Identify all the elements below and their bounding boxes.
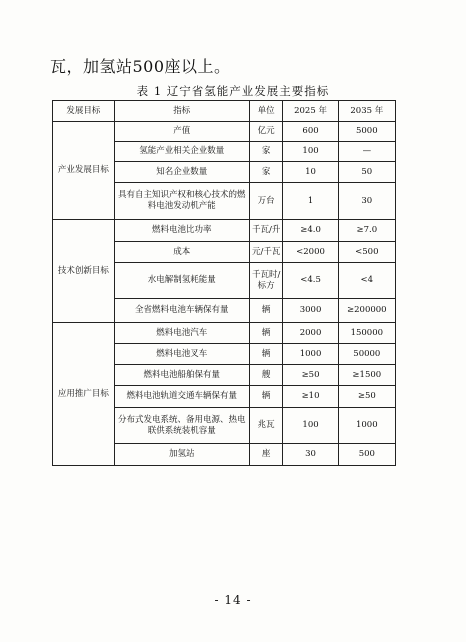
header-unit: 单位 [249,101,283,122]
indicator-cell: 知名企业数量 [114,162,249,183]
indicator-cell: 具有自主知识产权和核心技术的燃料电池发动机产能 [114,183,249,220]
header-indicator: 指标 [114,101,249,122]
value-2035-cell: <500 [338,242,395,263]
table-caption: 表 1 辽宁省氢能产业发展主要指标 [136,84,330,98]
indicator-cell: 燃料电池叉车 [114,344,249,365]
value-2025-cell: 3000 [283,299,338,323]
value-2025-cell: 1000 [283,344,338,365]
indicator-cell: 燃料电池比功率 [114,220,249,242]
value-2035-cell: ≥200000 [338,299,395,323]
value-2025-cell: <4.5 [283,263,338,299]
table-row [53,220,396,242]
indicator-cell: 氢能产业相关企业数量 [114,142,249,162]
unit-cell: 辆 [249,323,283,344]
unit-cell: 亿元 [249,122,283,142]
unit-cell: 艘 [249,365,283,386]
unit-cell: 万台 [249,183,283,220]
value-2035-cell: 150000 [338,323,395,344]
unit-cell: 千瓦时/标方 [249,263,283,299]
value-2035-cell: 5000 [338,122,395,142]
intro-text: 瓦，加氢站500座以上。 [50,57,231,76]
value-2035-cell: ≥1500 [338,365,395,386]
unit-cell: 千瓦/升 [249,220,283,242]
indicator-cell: 产值 [114,122,249,142]
value-2035-cell: 1000 [338,408,395,444]
header-2025: 2025 年 [283,101,338,122]
table-row [53,323,396,344]
unit-cell: 辆 [249,299,283,323]
table-header-row [53,101,396,122]
category-tech: 技术创新目标 [53,220,115,323]
value-2035-cell: 30 [338,183,395,220]
indicators-table [52,100,396,466]
indicator-cell: 分布式发电系统、备用电源、热电联供系统装机容量 [114,408,249,444]
value-2035-cell: 50 [338,162,395,183]
value-2035-cell: 50000 [338,344,395,365]
value-2035-cell: <4 [338,263,395,299]
indicator-cell: 全省燃料电池车辆保有量 [114,299,249,323]
indicator-cell: 燃料电池船舶保有量 [114,365,249,386]
category-industry: 产业发展目标 [53,122,115,220]
indicator-cell: 水电解制氢耗能量 [114,263,249,299]
value-2025-cell: 100 [283,408,338,444]
value-2025-cell: 600 [283,122,338,142]
value-2025-cell: ≥10 [283,386,338,408]
unit-cell: 辆 [249,344,283,365]
value-2025-cell: 100 [283,142,338,162]
unit-cell: 元/千瓦 [249,242,283,263]
unit-cell: 兆瓦 [249,408,283,444]
value-2025-cell: 2000 [283,323,338,344]
indicator-cell: 成本 [114,242,249,263]
value-2025-cell: 10 [283,162,338,183]
value-2035-cell: ≥7.0 [338,220,395,242]
indicator-cell: 燃料电池汽车 [114,323,249,344]
indicator-cell: 加氢站 [114,444,249,466]
table-row [53,122,396,142]
value-2035-cell: 500 [338,444,395,466]
value-2025-cell: 1 [283,183,338,220]
page-number: - 14 - [214,593,252,607]
value-2025-cell: 30 [283,444,338,466]
indicator-cell: 燃料电池轨道交通车辆保有量 [114,386,249,408]
unit-cell: 家 [249,162,283,183]
unit-cell: 辆 [249,386,283,408]
value-2025-cell: ≥50 [283,365,338,386]
unit-cell: 座 [249,444,283,466]
header-2035: 2035 年 [338,101,395,122]
value-2025-cell: <2000 [283,242,338,263]
value-2025-cell: ≥4.0 [283,220,338,242]
category-application: 应用推广目标 [53,323,115,466]
value-2035-cell: — [338,142,395,162]
header-category: 发展目标 [53,101,115,122]
value-2035-cell: ≥50 [338,386,395,408]
unit-cell: 家 [249,142,283,162]
